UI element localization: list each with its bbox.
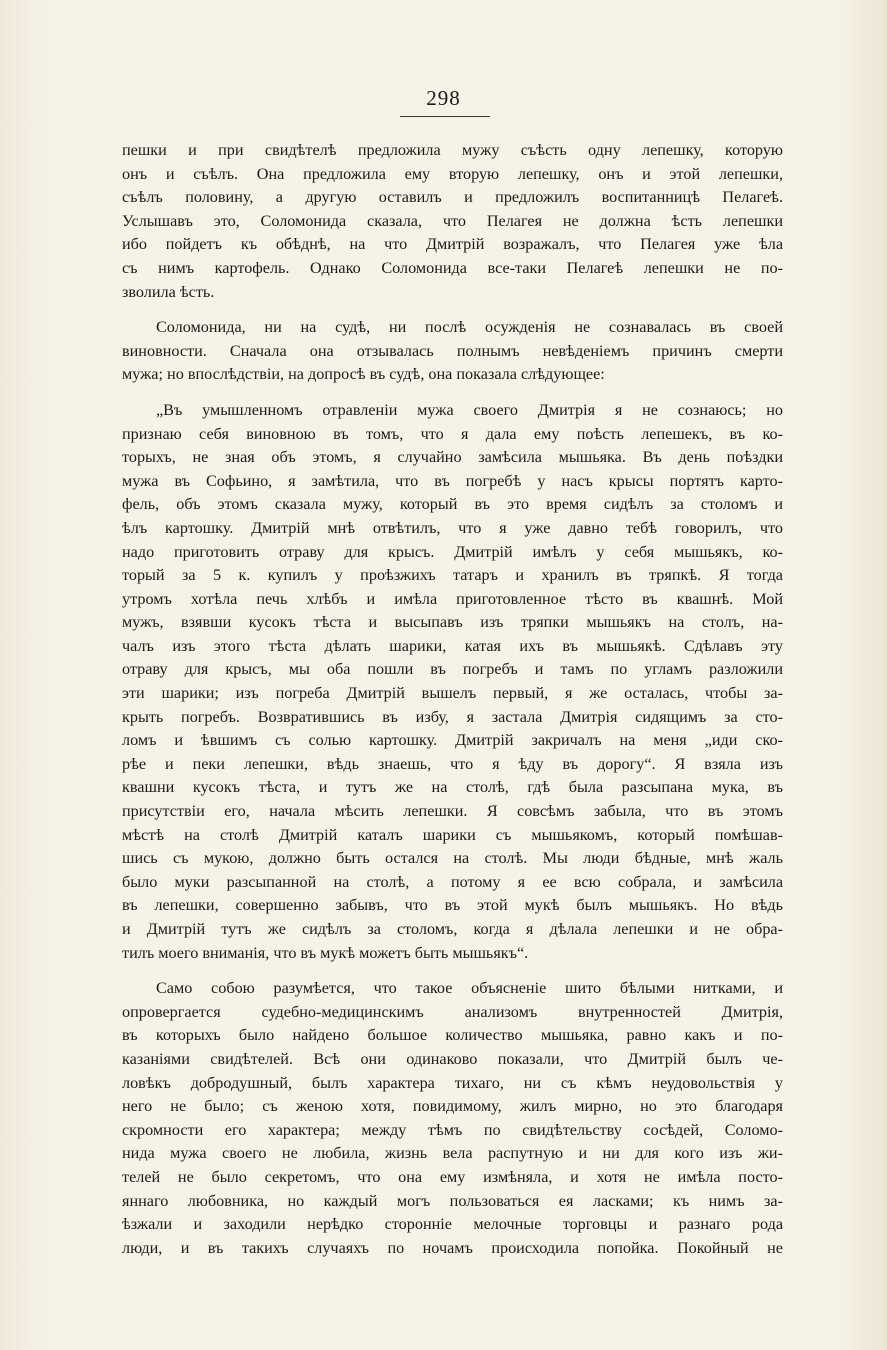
text-line: мужъ, взявши кусокъ тѣста и высыпавъ изъ тряпки мышьякъ на столъ, на- [122, 613, 783, 632]
text-line: виновности. Сначала она отзывалась полнымъ невѣденіемъ причинъ смерти [122, 341, 783, 360]
text-line: чалъ изъ этого тѣста дѣлать шарики, катая ихъ въ мышьякѣ. Сдѣлавъ эту [122, 636, 783, 655]
body-text [122, 139, 783, 1260]
text-line: было муки разсыпанной на столѣ, а потому я ее всю собрала, и замѣсила [122, 872, 783, 891]
text-line: съѣлъ половину, а другую оставилъ и предложилъ воспитанницѣ Пелагеѣ. [122, 188, 783, 207]
text-line: надо приготовить отраву для крысъ. Дмитрій имѣлъ у себя мышьякъ, ко- [122, 542, 783, 561]
text-line: ловѣкъ добродушный, былъ характера тихаго, ни съ кѣмъ неудовольствія у [122, 1073, 783, 1092]
text-line: эти шарики; изъ погреба Дмитрій вышелъ первый, я же осталась, чтобы за- [122, 684, 783, 703]
text-line: ломъ и ѣвшимъ съ солью картошку. Дмитрій закричалъ на меня „иди ско- [122, 731, 783, 750]
text-line: „Въ умышленномъ отравленіи мужа своего Дмитрія я не сознаюсь; но [156, 400, 783, 419]
text-line: Услышавъ это, Соломонида сказала, что Пелагея не должна ѣсть лепешки [122, 211, 783, 230]
text-line: тилъ моего вниманія, что въ мукѣ можетъ быть мышьякъ“. [122, 943, 529, 962]
text-line: опровергается судебно-медицинскимъ анализомъ внутренностей Дмитрія, [122, 1002, 783, 1021]
text-line: онъ и съѣлъ. Она предложила ему вторую лепешку, онъ и этой лепешки, [122, 164, 783, 183]
paragraph [122, 316, 783, 387]
text-line: мужа; но впослѣдствіи, на допросѣ въ судѣ, она показала слѣдующее: [122, 365, 605, 384]
text-line: торыхъ, не зная объ этомъ, я случайно замѣсила мышьяка. Въ день поѣздки [122, 448, 783, 467]
text-line: отраву для крысъ, мы оба пошли въ погребъ и тамъ по угламъ разложили [122, 660, 783, 679]
text-line: квашни кусокъ тѣста, и тутъ же на столѣ, гдѣ была разсыпана мука, въ [122, 778, 783, 797]
text-line: казаніями свидѣтелей. Всѣ они одинаково показали, что Дмитрій былъ че- [122, 1049, 783, 1068]
paragraph [122, 399, 783, 965]
text-line: фель, объ этомъ сказала мужу, который въ это время сидѣлъ за столомъ и [122, 495, 783, 514]
text-line: ибо пойдетъ къ обѣднѣ, на что Дмитрій возражалъ, что Пелагея уже ѣла [122, 235, 783, 254]
text-line: него не было; съ женою хотя, повидимому, жилъ мирно, но это благодаря [122, 1097, 783, 1116]
text-line: скромности его характера; между тѣмъ по свидѣтельству сосѣдей, Соломо- [122, 1120, 783, 1139]
text-line: Соломонида, ни на судѣ, ни послѣ осужденія не сознавалась въ своей [156, 318, 783, 337]
text-line: и Дмитрій тутъ же сидѣлъ за столомъ, когда я дѣлала лепешки и не обра- [122, 920, 783, 938]
text-line: мужа въ Софьино, я замѣтила, что въ погребѣ у насъ крысы портятъ карто- [122, 471, 783, 490]
text-line: телей не было секретомъ, что она ему измѣняла, и хотя не имѣла посто- [122, 1167, 783, 1186]
text-line: съ нимъ картофель. Однако Соломонида все-таки Пелагеѣ лепешки не по- [122, 258, 783, 277]
text-line: утромъ хотѣла печь хлѣбъ и имѣла приготовленное тѣсто въ квашнѣ. Мой [122, 589, 783, 608]
text-line: пешки и при свидѣтелѣ предложила мужу съѣсть одну лепешку, которую [122, 141, 783, 159]
text-line: ѣлъ картошку. Дмитрій мнѣ отвѣтилъ, что я уже давно тебѣ говорилъ, что [122, 518, 783, 537]
text-line: шись съ мукою, должно быть остался на столѣ. Мы люди бѣдные, мнѣ жаль [122, 849, 783, 868]
text-line: присутствіи его, начала мѣсить лепешки. Я совсѣмъ забыла, что въ этомъ [122, 802, 783, 821]
paragraph-gap [122, 387, 783, 399]
text-line: признаю себя виновною въ томъ, что я дала ему поѣсть лепешекъ, въ ко- [122, 424, 783, 443]
page-number: 298 [426, 86, 461, 110]
paragraph [122, 139, 783, 304]
text-line: нида мужа своего не любила, жизнь вела распутную и ни для кого изъ жи- [122, 1144, 783, 1163]
paragraph-gap [122, 304, 783, 316]
paragraph [122, 977, 783, 1260]
text-line: торый за 5 к. купилъ у проѣзжихъ татаръ и хранилъ въ тряпкѣ. Я тогда [122, 566, 783, 585]
paragraph-gap [122, 965, 783, 977]
text-line: крыть погребъ. Возвратившись въ избу, я застала Дмитрія сидящимъ за сто- [122, 707, 783, 726]
header-rule [400, 116, 490, 117]
text-line: рѣе и пеки лепешки, вѣдь знаешь, что я ѣду въ дорогу“. Я взяла изъ [122, 754, 783, 773]
text-line: мѣстѣ на столѣ Дмитрій каталъ шарики съ мышьякомъ, который помѣшав- [122, 825, 783, 844]
text-line: въ которыхъ было найдено большое количество мышьяка, равно какъ и по- [122, 1026, 783, 1045]
text-line: Само собою разумѣется, что такое объясненіе шито бѣлыми нитками, и [156, 979, 783, 998]
text-line: ѣзжали и заходили нерѣдко сторонніе мелочные торговцы и разнаго рода [122, 1215, 783, 1234]
text-line: яннаго любовника, но каждый могъ пользоваться ея ласками; къ нимъ за- [122, 1191, 783, 1210]
text-line: въ лепешки, совершенно забывъ, что въ этой мукѣ былъ мышьякъ. Но вѣдь [122, 896, 783, 915]
text-line: люди, и въ такихъ случаяхъ по ночамъ происходила попойка. Покойный не [122, 1238, 783, 1257]
text-line: зволила ѣсть. [122, 282, 215, 301]
